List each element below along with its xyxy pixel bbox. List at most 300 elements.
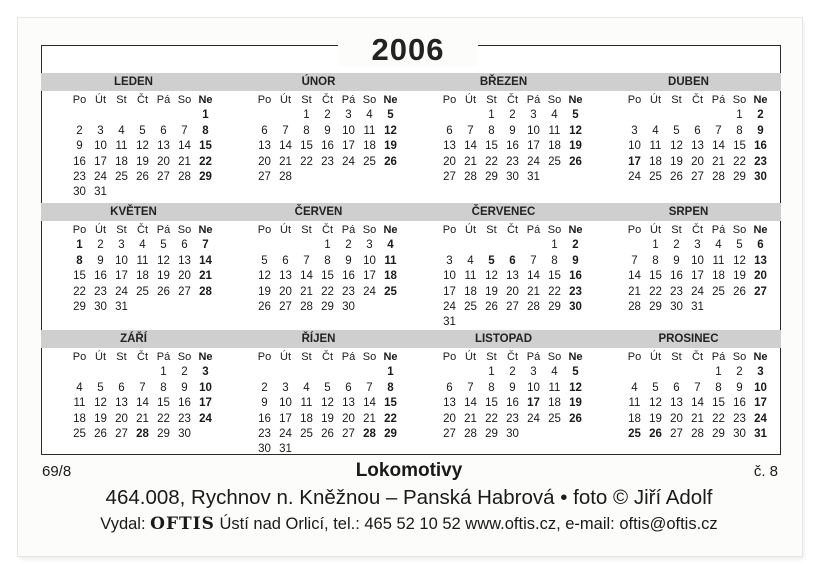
day-number: 5 <box>488 254 495 267</box>
day-number: 21 <box>628 285 641 298</box>
day-number: 31 <box>94 186 107 199</box>
day-number: 26 <box>569 412 582 425</box>
day-number: 15 <box>485 397 498 410</box>
day-number: 8 <box>76 254 83 267</box>
day-number: 28 <box>136 427 149 440</box>
day-number: 17 <box>527 140 540 153</box>
day-number: 1 <box>387 366 394 379</box>
empty-cell <box>439 108 460 123</box>
day-number: 30 <box>258 443 271 456</box>
day-number: 26 <box>258 300 271 313</box>
empty-cell <box>111 108 132 123</box>
weekday-label: St <box>116 351 127 363</box>
day-number: 4 <box>387 239 394 252</box>
weekday-label: Pá <box>341 224 356 236</box>
day-number: 19 <box>321 412 334 425</box>
day-number: 22 <box>73 285 86 298</box>
day-number: 11 <box>73 397 86 410</box>
day-number: 30 <box>754 170 767 183</box>
empty-cell <box>90 365 111 380</box>
weekday-label: So <box>362 351 377 363</box>
day-number: 7 <box>467 124 474 137</box>
day-number: 28 <box>691 427 704 440</box>
weekday-label: St <box>301 351 312 363</box>
day-number: 20 <box>279 285 292 298</box>
day-number: 14 <box>712 140 725 153</box>
day-number: 1 <box>324 239 331 252</box>
day-number: 23 <box>506 412 519 425</box>
day-number: 11 <box>464 270 477 283</box>
weekday-label: Pá <box>526 224 541 236</box>
day-number: 16 <box>342 270 355 283</box>
day-number: 23 <box>178 412 191 425</box>
day-number: 30 <box>569 300 582 313</box>
day-number: 18 <box>73 412 86 425</box>
day-number: 23 <box>506 155 519 168</box>
day-number: 13 <box>115 397 128 410</box>
weekday-label: Ne <box>198 224 213 236</box>
day-number: 12 <box>136 140 149 153</box>
day-number: 18 <box>548 397 561 410</box>
day-number: 19 <box>733 270 746 283</box>
day-grid <box>439 223 586 331</box>
weekday-label: So <box>732 94 747 106</box>
day-number: 17 <box>342 140 355 153</box>
day-number: 31 <box>527 170 540 183</box>
day-number: 29 <box>485 170 498 183</box>
weekday-label: Čt <box>692 94 703 106</box>
day-grid <box>69 223 216 315</box>
day-number: 15 <box>321 270 334 283</box>
day-number: 4 <box>715 239 722 252</box>
day-number: 6 <box>757 239 764 252</box>
day-number: 16 <box>321 140 334 153</box>
empty-cell <box>502 238 523 253</box>
empty-cell <box>338 365 359 380</box>
empty-cell <box>69 108 90 123</box>
day-number: 20 <box>754 270 767 283</box>
day-number: 15 <box>384 397 397 410</box>
day-number: 10 <box>527 124 540 137</box>
empty-cell <box>460 108 481 123</box>
day-number: 12 <box>384 124 397 137</box>
weekday-label: So <box>547 224 562 236</box>
day-number: 27 <box>115 427 128 440</box>
weekday-label: Út <box>280 224 291 236</box>
empty-cell <box>666 365 687 380</box>
day-number: 27 <box>670 427 683 440</box>
day-number: 29 <box>485 427 498 440</box>
month-name: DUBEN <box>596 73 781 91</box>
day-number: 1 <box>202 109 209 122</box>
day-number: 12 <box>258 270 271 283</box>
day-number: 12 <box>569 124 582 137</box>
day-number: 15 <box>485 140 498 153</box>
day-number: 29 <box>733 170 746 183</box>
day-number: 24 <box>527 412 540 425</box>
day-number: 4 <box>118 124 125 137</box>
empty-cell <box>317 365 338 380</box>
day-number: 17 <box>94 155 107 168</box>
day-number: 25 <box>300 427 313 440</box>
day-number: 20 <box>157 155 170 168</box>
month-name: ČERVENEC <box>411 203 596 221</box>
month-name: ČERVEN <box>226 203 411 221</box>
day-number: 20 <box>670 412 683 425</box>
day-number: 15 <box>199 140 212 153</box>
day-number: 7 <box>694 381 701 394</box>
day-number: 18 <box>628 412 641 425</box>
day-number: 2 <box>673 239 680 252</box>
day-number: 20 <box>691 155 704 168</box>
day-number: 27 <box>443 427 456 440</box>
day-number: 11 <box>548 381 561 394</box>
day-number: 13 <box>342 397 355 410</box>
day-number: 9 <box>572 254 579 267</box>
day-number: 5 <box>572 109 579 122</box>
day-number: 7 <box>181 124 188 137</box>
day-number: 26 <box>94 427 107 440</box>
day-number: 4 <box>467 254 474 267</box>
day-number: 23 <box>258 427 271 440</box>
day-number: 9 <box>509 381 516 394</box>
day-number: 16 <box>94 270 107 283</box>
empty-cell <box>687 108 708 123</box>
day-number: 7 <box>631 254 638 267</box>
day-number: 26 <box>321 427 334 440</box>
day-number: 23 <box>733 412 746 425</box>
day-number: 17 <box>199 397 212 410</box>
year-title: 2006 <box>371 32 445 67</box>
day-number: 9 <box>324 124 331 137</box>
day-number: 5 <box>387 109 394 122</box>
day-number: 7 <box>467 381 474 394</box>
day-number: 3 <box>118 239 125 252</box>
month-name: LISTOPAD <box>411 330 596 348</box>
day-number: 23 <box>342 285 355 298</box>
day-number: 14 <box>464 140 477 153</box>
day-number: 30 <box>94 300 107 313</box>
day-number: 10 <box>754 381 767 394</box>
day-number: 24 <box>754 412 767 425</box>
day-number: 28 <box>628 300 641 313</box>
day-number: 6 <box>181 239 188 252</box>
empty-cell <box>666 108 687 123</box>
day-number: 19 <box>569 397 582 410</box>
day-number: 23 <box>73 170 86 183</box>
day-number: 19 <box>649 412 662 425</box>
weekday-label: Ne <box>383 351 398 363</box>
day-number: 30 <box>733 427 746 440</box>
weekday-label: Út <box>650 351 661 363</box>
empty-cell <box>359 365 380 380</box>
day-number: 4 <box>303 381 310 394</box>
day-number: 21 <box>691 412 704 425</box>
weekday-label: Út <box>95 351 106 363</box>
day-number: 3 <box>202 366 209 379</box>
publisher-contact: Ústí nad Orlicí, tel.: 465 52 10 52 www.oftis.cz, e-mail: oftis@oftis.cz <box>219 515 718 533</box>
weekday-label: Čt <box>507 224 518 236</box>
day-number: 9 <box>181 381 188 394</box>
day-number: 15 <box>157 397 170 410</box>
day-grid <box>439 93 586 185</box>
empty-cell <box>439 238 460 253</box>
weekday-label: St <box>116 224 127 236</box>
day-number: 9 <box>261 397 268 410</box>
day-grid <box>254 223 401 315</box>
day-number: 7 <box>366 381 373 394</box>
day-number: 27 <box>754 285 767 298</box>
weekday-label: St <box>671 224 682 236</box>
day-number: 11 <box>300 397 313 410</box>
day-number: 31 <box>443 316 456 329</box>
day-number: 15 <box>712 397 725 410</box>
day-number: 5 <box>673 124 680 137</box>
day-number: 2 <box>76 124 83 137</box>
day-number: 26 <box>670 170 683 183</box>
day-number: 21 <box>363 412 376 425</box>
day-grid <box>624 350 771 442</box>
day-number: 18 <box>649 155 662 168</box>
weekday-label: Út <box>465 224 476 236</box>
weekday-label: Pá <box>156 94 171 106</box>
day-number: 13 <box>506 270 519 283</box>
day-number: 1 <box>652 239 659 252</box>
weekday-label: So <box>177 94 192 106</box>
day-number: 4 <box>139 239 146 252</box>
weekday-label: Po <box>72 351 87 363</box>
day-number: 8 <box>387 381 394 394</box>
day-number: 2 <box>509 366 516 379</box>
empty-cell <box>254 238 275 253</box>
empty-cell <box>275 108 296 123</box>
weekday-label: Ne <box>568 94 583 106</box>
day-number: 20 <box>443 155 456 168</box>
month-name: ZÁŘÍ <box>41 330 226 348</box>
catalog-code: 69/8 <box>42 463 72 480</box>
weekday-label: Čt <box>507 351 518 363</box>
empty-cell <box>69 365 90 380</box>
day-number: 14 <box>527 270 540 283</box>
day-number: 4 <box>631 381 638 394</box>
weekday-label: So <box>177 224 192 236</box>
day-number: 23 <box>670 285 683 298</box>
weekday-label: Út <box>650 94 661 106</box>
weekday-label: Po <box>627 94 642 106</box>
day-number: 29 <box>384 427 397 440</box>
day-number: 12 <box>649 397 662 410</box>
weekday-label: So <box>177 351 192 363</box>
empty-cell <box>111 365 132 380</box>
day-number: 29 <box>199 170 212 183</box>
weekday-label: So <box>732 351 747 363</box>
day-number: 26 <box>157 285 170 298</box>
day-number: 13 <box>258 140 271 153</box>
day-number: 23 <box>754 155 767 168</box>
day-number: 28 <box>178 170 191 183</box>
weekday-label: Ne <box>753 94 768 106</box>
weekday-label: Čt <box>507 94 518 106</box>
weekday-label: Po <box>257 351 272 363</box>
day-number: 22 <box>199 155 212 168</box>
day-number: 21 <box>527 285 540 298</box>
day-number: 16 <box>258 412 271 425</box>
day-number: 4 <box>76 381 83 394</box>
day-number: 29 <box>157 427 170 440</box>
day-number: 30 <box>506 427 519 440</box>
day-number: 16 <box>569 270 582 283</box>
weekday-label: Po <box>257 224 272 236</box>
day-number: 9 <box>673 254 680 267</box>
day-number: 10 <box>691 254 704 267</box>
day-number: 22 <box>712 412 725 425</box>
day-grid <box>624 93 771 185</box>
day-number: 22 <box>157 412 170 425</box>
day-number: 19 <box>258 285 271 298</box>
day-number: 22 <box>485 155 498 168</box>
day-number: 22 <box>321 285 334 298</box>
day-number: 21 <box>300 285 313 298</box>
day-number: 21 <box>178 155 191 168</box>
day-number: 14 <box>300 270 313 283</box>
day-number: 2 <box>324 109 331 122</box>
day-number: 2 <box>181 366 188 379</box>
empty-cell <box>523 238 544 253</box>
day-number: 19 <box>485 285 498 298</box>
weekday-label: Po <box>442 224 457 236</box>
weekday-label: St <box>301 224 312 236</box>
day-number: 31 <box>115 300 128 313</box>
day-number: 13 <box>443 397 456 410</box>
day-number: 15 <box>733 140 746 153</box>
day-number: 13 <box>178 254 191 267</box>
empty-cell <box>275 238 296 253</box>
day-number: 6 <box>673 381 680 394</box>
day-number: 2 <box>572 239 579 252</box>
day-number: 13 <box>691 140 704 153</box>
day-number: 10 <box>279 397 292 410</box>
day-number: 20 <box>258 155 271 168</box>
empty-cell <box>132 365 153 380</box>
day-number: 8 <box>160 381 167 394</box>
weekday-label: Pá <box>526 351 541 363</box>
empty-cell <box>708 108 729 123</box>
empty-cell <box>296 238 317 253</box>
day-number: 19 <box>157 270 170 283</box>
day-number: 20 <box>342 412 355 425</box>
weekday-label: Ne <box>753 224 768 236</box>
day-number: 16 <box>506 397 519 410</box>
day-number: 30 <box>178 427 191 440</box>
day-number: 25 <box>649 170 662 183</box>
publisher-brand: OFTIS <box>150 514 215 534</box>
day-number: 21 <box>279 155 292 168</box>
day-number: 23 <box>569 285 582 298</box>
day-number: 3 <box>97 124 104 137</box>
day-number: 28 <box>300 300 313 313</box>
day-number: 5 <box>324 381 331 394</box>
day-grid <box>254 93 401 185</box>
day-number: 12 <box>569 381 582 394</box>
day-number: 6 <box>160 124 167 137</box>
day-number: 28 <box>712 170 725 183</box>
day-number: 14 <box>464 397 477 410</box>
day-number: 6 <box>118 381 125 394</box>
weekday-label: Čt <box>137 224 148 236</box>
weekday-label: Pá <box>711 224 726 236</box>
day-number: 18 <box>363 140 376 153</box>
weekday-label: Po <box>442 94 457 106</box>
empty-cell <box>460 365 481 380</box>
day-number: 27 <box>258 170 271 183</box>
day-number: 11 <box>628 397 641 410</box>
empty-cell <box>254 108 275 123</box>
day-number: 25 <box>548 155 561 168</box>
day-number: 19 <box>94 412 107 425</box>
day-number: 30 <box>342 300 355 313</box>
day-number: 16 <box>178 397 191 410</box>
weekday-label: Po <box>257 94 272 106</box>
day-number: 9 <box>736 381 743 394</box>
day-number: 7 <box>139 381 146 394</box>
weekday-label: Čt <box>137 94 148 106</box>
day-number: 10 <box>342 124 355 137</box>
weekday-label: Po <box>72 224 87 236</box>
day-number: 1 <box>736 109 743 122</box>
day-number: 10 <box>94 140 107 153</box>
day-number: 17 <box>363 270 376 283</box>
weekday-label: Čt <box>137 351 148 363</box>
day-number: 16 <box>73 155 86 168</box>
weekday-label: St <box>486 224 497 236</box>
day-number: 31 <box>279 443 292 456</box>
day-number: 14 <box>136 397 149 410</box>
weekday-label: So <box>362 224 377 236</box>
day-number: 18 <box>115 155 128 168</box>
day-number: 10 <box>363 254 376 267</box>
day-number: 12 <box>485 270 498 283</box>
weekday-label: So <box>362 94 377 106</box>
day-number: 30 <box>506 170 519 183</box>
weekday-label: Út <box>650 224 661 236</box>
day-number: 16 <box>733 397 746 410</box>
empty-cell <box>460 238 481 253</box>
day-number: 2 <box>345 239 352 252</box>
weekday-label: St <box>116 94 127 106</box>
day-number: 6 <box>345 381 352 394</box>
weekday-label: So <box>732 224 747 236</box>
day-number: 15 <box>649 270 662 283</box>
weekday-label: Čt <box>322 94 333 106</box>
day-number: 14 <box>628 270 641 283</box>
day-number: 11 <box>548 124 561 137</box>
day-number: 26 <box>733 285 746 298</box>
empty-cell <box>90 108 111 123</box>
empty-cell <box>687 365 708 380</box>
day-number: 1 <box>551 239 558 252</box>
day-number: 7 <box>303 254 310 267</box>
month-name: ÚNOR <box>226 73 411 91</box>
day-number: 22 <box>548 285 561 298</box>
day-number: 3 <box>757 366 764 379</box>
day-number: 21 <box>464 412 477 425</box>
day-number: 25 <box>363 155 376 168</box>
day-number: 5 <box>160 239 167 252</box>
weekday-label: St <box>301 94 312 106</box>
day-number: 27 <box>279 300 292 313</box>
day-number: 1 <box>160 366 167 379</box>
weekday-label: So <box>547 94 562 106</box>
